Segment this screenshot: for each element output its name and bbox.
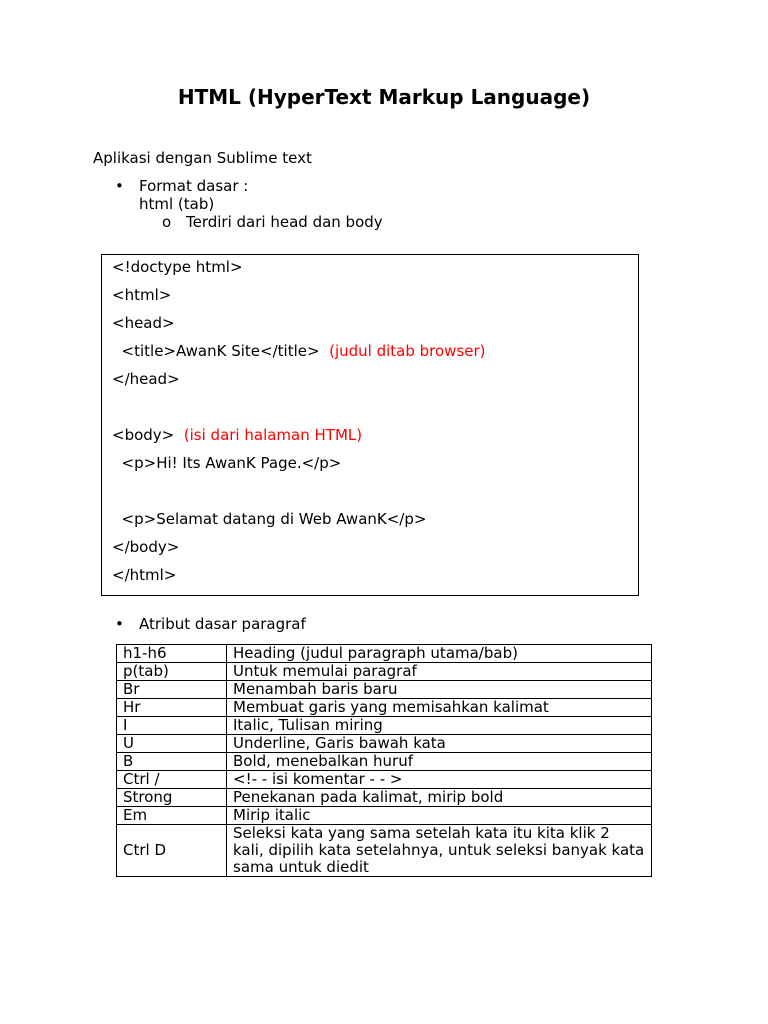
tag-cell: h1-h6 [117, 645, 227, 663]
code-annotation: (isi dari halaman HTML) [183, 426, 363, 444]
attribute-table [116, 644, 652, 877]
code-line: <p>Selamat datang di Web AwanK</p> [112, 510, 427, 528]
table-row [117, 699, 652, 717]
circle-bullet-icon: o [162, 213, 172, 231]
tag-cell: I [117, 717, 227, 735]
description-cell: Italic, Tulisan miring [227, 717, 652, 735]
description-cell: Membuat garis yang memisahkan kalimat [227, 699, 652, 717]
description-cell: Menambah baris baru [227, 681, 652, 699]
description-cell: Underline, Garis bawah kata [227, 735, 652, 753]
table-row [117, 771, 652, 789]
description-cell: <!- - isi komentar - - > [227, 771, 652, 789]
description-cell: Untuk memulai paragraf [227, 663, 652, 681]
bullet-icon: • [115, 177, 124, 195]
html-tab-label: html (tab) [139, 195, 215, 213]
document-title: HTML (HyperText Markup Language) [177, 85, 591, 109]
code-line: </head> [112, 370, 180, 388]
table-row [117, 753, 652, 771]
table-row [117, 663, 652, 681]
tag-cell: Hr [117, 699, 227, 717]
code-line: <body> (isi dari halaman HTML) [112, 426, 363, 444]
description-cell: Penekanan pada kalimat, mirip bold [227, 789, 652, 807]
table-row [117, 717, 652, 735]
code-line: <!doctype html> [112, 258, 243, 276]
tag-cell: p(tab) [117, 663, 227, 681]
tag-cell: U [117, 735, 227, 753]
description-cell: Bold, menebalkan huruf [227, 753, 652, 771]
code-line: <html> [112, 286, 172, 304]
table-row [117, 681, 652, 699]
code-line: <title>AwanK Site</title> (judul ditab browser) [112, 342, 486, 360]
code-line: <head> [112, 314, 175, 332]
table-row [117, 645, 652, 663]
table-row [117, 807, 652, 825]
bullet-text [139, 177, 248, 213]
tag-cell: Ctrl / [117, 771, 227, 789]
table-row [117, 789, 652, 807]
sub-bullet-text: Terdiri dari head dan body [186, 213, 383, 231]
bullet-icon: • [115, 615, 124, 633]
tag-cell: B [117, 753, 227, 771]
tag-cell: Em [117, 807, 227, 825]
bullet-text: Atribut dasar paragraf [139, 615, 306, 633]
intro-text: Aplikasi dengan Sublime text [93, 149, 312, 167]
tag-cell: Br [117, 681, 227, 699]
table-row [117, 735, 652, 753]
code-line: </body> [112, 538, 180, 556]
description-cell: Seleksi kata yang sama setelah kata itu kita klik 2 kali, dipilih kata setelahnya, untuk seleksi banyak kata sama untuk diedit [227, 825, 652, 877]
tag-cell: Ctrl D [117, 825, 227, 877]
tag-cell: Strong [117, 789, 227, 807]
description-cell: Heading (judul paragraph utama/bab) [227, 645, 652, 663]
code-example-box [101, 254, 639, 596]
code-annotation: (judul ditab browser) [329, 342, 486, 360]
description-cell: Mirip italic [227, 807, 652, 825]
table-row [117, 825, 652, 877]
code-line: <p>Hi! Its AwanK Page.</p> [112, 454, 342, 472]
code-line: </html> [112, 566, 177, 584]
format-dasar-label: Format dasar : [139, 177, 249, 195]
